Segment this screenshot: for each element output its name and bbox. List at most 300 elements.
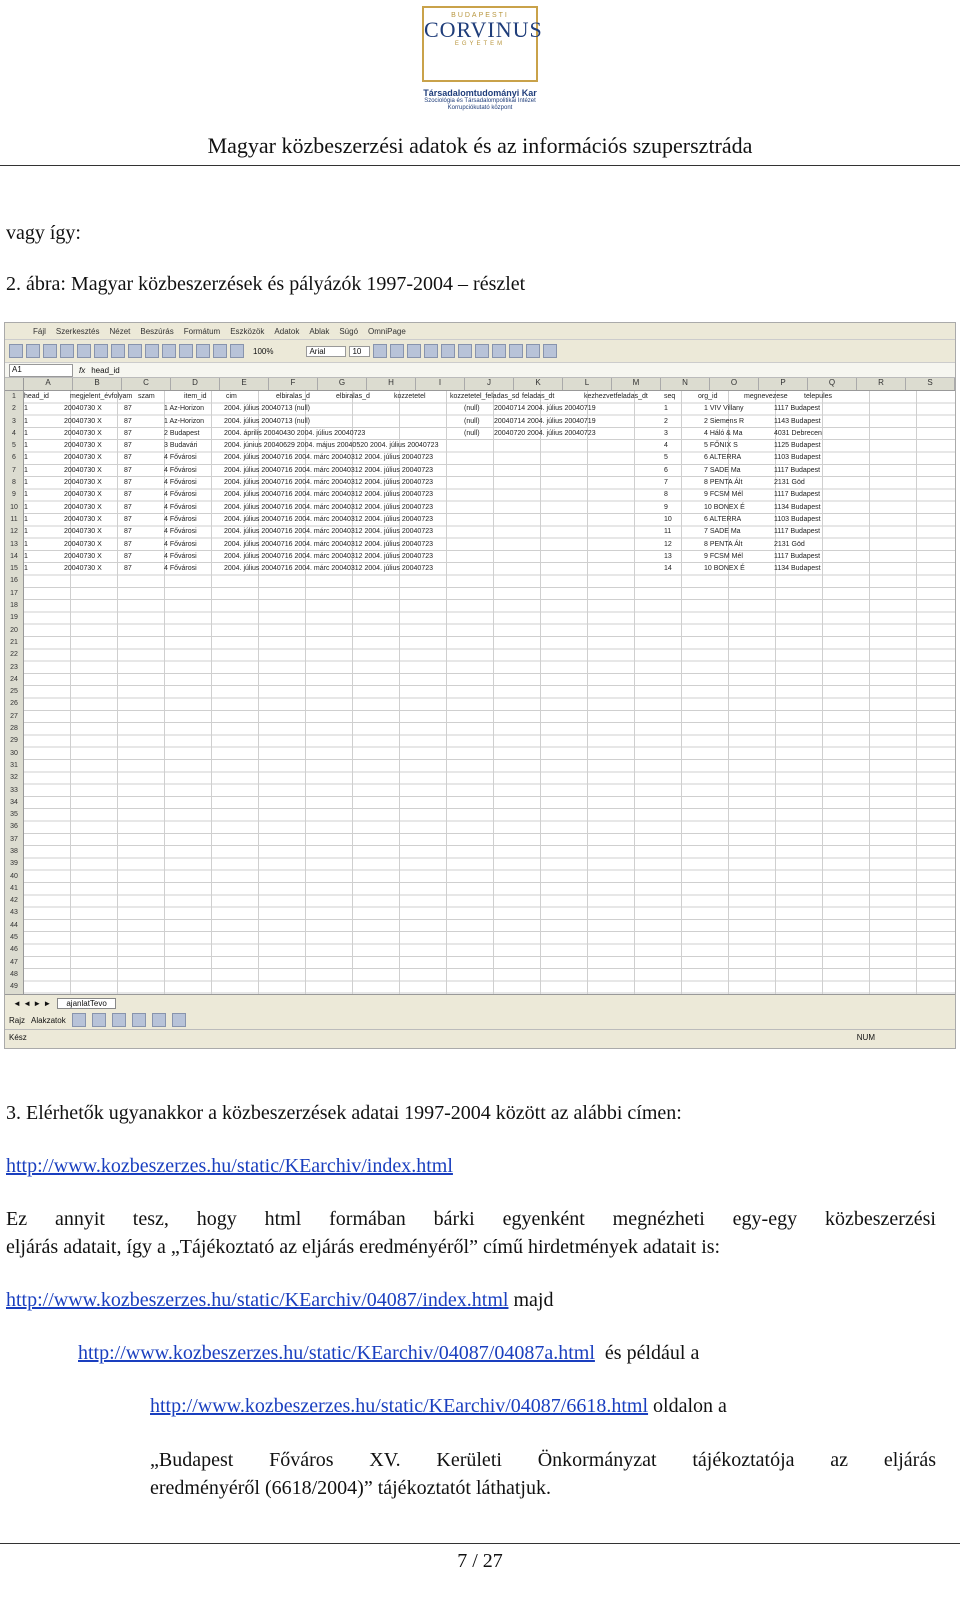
- cell[interactable]: 5 FŐNIX S: [704, 442, 738, 450]
- row-header[interactable]: 30: [10, 749, 18, 757]
- archive-04087-index-link[interactable]: http://www.kozbeszerzes.hu/static/KEarchiv/04087/index.html: [6, 1289, 509, 1311]
- textbox-tool-icon[interactable]: [152, 1013, 166, 1027]
- cell[interactable]: 6 ALTERRA: [704, 454, 742, 462]
- cell[interactable]: 4 Háló & Ma: [704, 429, 743, 437]
- cell[interactable]: 20040730 X: [64, 540, 102, 548]
- header-cell[interactable]: org_id: [698, 393, 718, 400]
- after-link4-text: oldalon a: [648, 1395, 727, 1417]
- sum-icon[interactable]: [196, 344, 210, 358]
- cell[interactable]: 2004. július 20040713 (null): [224, 417, 311, 425]
- cell[interactable]: 87: [124, 503, 132, 511]
- cell[interactable]: 1 VIV Villany: [704, 405, 744, 413]
- row-header[interactable]: 37: [10, 835, 18, 843]
- cell[interactable]: 1134 Budapest: [774, 565, 821, 573]
- name-box[interactable]: A1: [9, 364, 73, 377]
- row-header[interactable]: 19: [10, 614, 18, 622]
- menu-item[interactable]: OmniPage: [368, 326, 406, 336]
- cell[interactable]: 1117 Budapest: [774, 405, 821, 413]
- menu-item[interactable]: Eszközök: [230, 326, 265, 336]
- cell[interactable]: 1: [24, 503, 28, 511]
- cell[interactable]: 14: [664, 565, 672, 573]
- menu-item[interactable]: Adatok: [274, 326, 300, 336]
- row-header[interactable]: 3: [12, 417, 16, 425]
- table-row: [24, 514, 955, 526]
- cell[interactable]: 1: [24, 528, 28, 536]
- paragraph-line-2: eljárás adatait, így a „Tájékoztató az eljárás eredményéről” című hirdetmények adatait is:: [6, 1236, 721, 1258]
- row-header[interactable]: 31: [10, 761, 18, 769]
- paragraph-line-1: Ez annyit tesz, hogy html formában bárki egyenként megnézheti egy-egy közbeszerzési: [6, 1208, 936, 1230]
- table-row: [24, 452, 955, 464]
- row-header[interactable]: 47: [10, 958, 18, 966]
- cell[interactable]: 2 Siemens R: [704, 417, 745, 425]
- row-header[interactable]: 34: [10, 798, 18, 806]
- row-headers: [5, 391, 24, 994]
- wordart-tool-icon[interactable]: [172, 1013, 186, 1027]
- running-title: Magyar közbeszerzési adatok és az információs szupersztráda: [207, 133, 753, 158]
- cell[interactable]: 87: [124, 442, 132, 450]
- row-header[interactable]: 35: [10, 811, 18, 819]
- row-header[interactable]: 28: [10, 725, 18, 733]
- row-header[interactable]: 49: [10, 983, 18, 991]
- cell[interactable]: 12: [664, 540, 672, 548]
- column-header[interactable]: I: [416, 378, 465, 390]
- row-header[interactable]: 9: [12, 491, 16, 499]
- cell[interactable]: 5: [664, 454, 668, 462]
- cells-area[interactable]: [24, 391, 955, 994]
- cell[interactable]: 1: [24, 479, 28, 487]
- row-header[interactable]: 46: [10, 946, 18, 954]
- row-header[interactable]: 6: [12, 454, 16, 462]
- row-header[interactable]: 45: [10, 934, 18, 942]
- cell[interactable]: 1103 Budapest: [774, 454, 821, 462]
- menu-item[interactable]: Beszúrás: [140, 326, 174, 336]
- row-header[interactable]: 13: [10, 540, 18, 548]
- column-header[interactable]: P: [759, 378, 808, 390]
- cell[interactable]: 87: [124, 491, 132, 499]
- tab-nav-arrows-icon[interactable]: ◄ ◄ ► ►: [13, 998, 52, 1008]
- header-cell[interactable]: head_id: [24, 393, 49, 400]
- header-cell[interactable]: kozzetetel: [394, 393, 426, 400]
- row-header[interactable]: 1: [12, 393, 16, 400]
- cell[interactable]: 87: [124, 540, 132, 548]
- cell[interactable]: 6: [664, 466, 668, 474]
- cell[interactable]: 2004. július 20040716 2004. márc 20040312 2004. július 20040723: [224, 454, 434, 462]
- cell[interactable]: 87: [124, 466, 132, 474]
- corvinus-crest: [422, 6, 543, 82]
- table-row: [24, 428, 955, 440]
- autoshapes-menu[interactable]: Alakzatok: [31, 1015, 66, 1025]
- column-header[interactable]: A: [24, 378, 73, 390]
- save-icon[interactable]: [43, 344, 57, 358]
- cell[interactable]: 20040730 X: [64, 565, 102, 573]
- cell[interactable]: 1143 Budapest: [774, 417, 821, 425]
- menu-item[interactable]: Nézet: [109, 326, 131, 336]
- row-header[interactable]: 43: [10, 909, 18, 917]
- column-header[interactable]: C: [122, 378, 171, 390]
- align-right-icon[interactable]: [458, 344, 472, 358]
- header-cell[interactable]: szam: [138, 393, 155, 400]
- cell[interactable]: 1: [24, 429, 28, 437]
- table-row: [24, 502, 955, 514]
- print-icon[interactable]: [60, 344, 74, 358]
- cell[interactable]: 2004. július 20040716 2004. márc 20040312 2004. július 20040723: [224, 479, 434, 487]
- sheet-tab[interactable]: ajanlatTevo: [57, 998, 115, 1009]
- footer-divider: [0, 1543, 960, 1544]
- institute-subname: Korrupciókutató központ: [447, 105, 513, 111]
- header-cell[interactable]: seq: [664, 393, 676, 400]
- cell[interactable]: 1: [24, 405, 28, 413]
- cell[interactable]: (null): [464, 417, 480, 425]
- fx-icon: fx: [79, 365, 86, 375]
- cell[interactable]: 4 Fővárosi: [164, 454, 197, 462]
- cell[interactable]: 10 BONEX É: [704, 565, 745, 573]
- column-header[interactable]: M: [612, 378, 661, 390]
- cell[interactable]: 3 Budavári: [164, 442, 198, 450]
- row-header[interactable]: 44: [10, 921, 18, 929]
- table-row: [24, 440, 955, 452]
- row-header[interactable]: 38: [10, 847, 18, 855]
- cell[interactable]: 9 FCSM Mél: [704, 552, 743, 560]
- table-row: [24, 551, 955, 563]
- cell[interactable]: 20040730 X: [64, 552, 102, 560]
- column-header[interactable]: N: [661, 378, 710, 390]
- cell[interactable]: 1117 Budapest: [774, 528, 821, 536]
- cell[interactable]: 2: [664, 417, 668, 425]
- column-header[interactable]: K: [514, 378, 563, 390]
- line-tool-icon[interactable]: [72, 1013, 86, 1027]
- column-header[interactable]: F: [269, 378, 318, 390]
- cell[interactable]: 20040730 X: [64, 479, 102, 487]
- cell[interactable]: 8 PENTA Ált: [704, 479, 743, 487]
- header-cell[interactable]: elbiralas_d: [276, 393, 310, 400]
- cell[interactable]: 4031 Debrecen: [774, 429, 822, 437]
- cell[interactable]: 20040730 X: [64, 405, 102, 413]
- column-header[interactable]: R: [857, 378, 906, 390]
- archive-04087a-link[interactable]: http://www.kozbeszerzes.hu/static/KEarchiv/04087/04087a.html: [78, 1342, 595, 1364]
- cell[interactable]: 20040730 X: [64, 491, 102, 499]
- cell[interactable]: 2004. július 20040713 (null): [224, 405, 311, 413]
- row-header[interactable]: 10: [10, 503, 18, 511]
- chart-icon[interactable]: [230, 344, 244, 358]
- row-header[interactable]: 26: [10, 700, 18, 708]
- table-row: [24, 477, 955, 489]
- cell[interactable]: 2004. július 20040716 2004. márc 20040312 2004. július 20040723: [224, 552, 434, 560]
- cell[interactable]: 87: [124, 515, 132, 523]
- row-header[interactable]: 8: [12, 479, 16, 487]
- cell[interactable]: 4 Fővárosi: [164, 565, 197, 573]
- open-icon[interactable]: [26, 344, 40, 358]
- formula-bar: [5, 363, 955, 378]
- select-all-corner[interactable]: [5, 378, 24, 390]
- spreadsheet-screenshot: [4, 322, 956, 1049]
- align-left-icon[interactable]: [424, 344, 438, 358]
- menu-item[interactable]: Fájl: [33, 326, 46, 336]
- cell[interactable]: 87: [124, 429, 132, 437]
- header-cell[interactable]: kezhezvetfeladas_dt: [584, 393, 648, 400]
- cell[interactable]: 10 BONEX É: [704, 503, 745, 511]
- cell[interactable]: 87: [124, 405, 132, 413]
- cell[interactable]: 1134 Budapest: [774, 503, 821, 511]
- row-header[interactable]: 39: [10, 860, 18, 868]
- cell[interactable]: 1125 Budapest: [774, 442, 821, 450]
- logo-line3: EGYETEM: [454, 41, 506, 47]
- header-row: [24, 391, 955, 403]
- cell[interactable]: 1103 Budapest: [774, 515, 821, 523]
- sort-icon[interactable]: [213, 344, 227, 358]
- cell[interactable]: 1117 Budapest: [774, 466, 821, 474]
- cell[interactable]: 1: [24, 540, 28, 548]
- table-row: [24, 403, 955, 415]
- row-header[interactable]: 20: [10, 626, 18, 634]
- cell[interactable]: 13: [664, 552, 672, 560]
- cell[interactable]: 20040730 X: [64, 442, 102, 450]
- cell[interactable]: 1: [24, 442, 28, 450]
- row-header[interactable]: 22: [10, 651, 18, 659]
- header-cell[interactable]: feladas_dt: [522, 393, 555, 400]
- sheet-tabs-bar: [5, 994, 955, 1011]
- row-header[interactable]: 17: [10, 589, 18, 597]
- item-3-text: 3. Elérhetők ugyanakkor a közbeszerzések adatai 1997-2004 között az alábbi címen:: [6, 1102, 682, 1124]
- cell[interactable]: 1117 Budapest: [774, 552, 821, 560]
- cell[interactable]: 1117 Budapest: [774, 491, 821, 499]
- after-link3-text: és például a: [594, 1342, 700, 1364]
- row-header[interactable]: 29: [10, 737, 18, 745]
- cell[interactable]: 20040714 2004. július 20040719: [494, 405, 596, 413]
- column-header[interactable]: G: [318, 378, 367, 390]
- preview-icon[interactable]: [77, 344, 91, 358]
- align-center-icon[interactable]: [441, 344, 455, 358]
- cell[interactable]: 2131 Göd: [774, 540, 805, 548]
- draw-menu[interactable]: Rajz: [9, 1015, 26, 1025]
- cell[interactable]: 20040730 X: [64, 454, 102, 462]
- cell[interactable]: 8 PENTA Ált: [704, 540, 743, 548]
- table-row: [24, 489, 955, 501]
- cell[interactable]: 2 Budapest: [164, 429, 200, 437]
- cell[interactable]: 3: [664, 429, 668, 437]
- cell[interactable]: 4 Fővárosi: [164, 491, 197, 499]
- formula-content[interactable]: head_id: [91, 365, 120, 375]
- underline-icon[interactable]: [407, 344, 421, 358]
- cell[interactable]: 4 Fővárosi: [164, 515, 197, 523]
- header-divider: [0, 165, 960, 166]
- institute-name: Szociológia és Társadalompolitikai Intézet: [424, 98, 536, 104]
- arrow-tool-icon[interactable]: [92, 1013, 106, 1027]
- column-header[interactable]: B: [73, 378, 122, 390]
- intro-text: vagy így:: [6, 222, 81, 244]
- cell[interactable]: 87: [124, 417, 132, 425]
- logo-line1: BUDAPESTI: [451, 12, 509, 19]
- cell[interactable]: 1: [664, 405, 668, 413]
- menu-item[interactable]: Súgó: [339, 326, 359, 336]
- row-header[interactable]: 16: [10, 577, 18, 585]
- fill-color-icon[interactable]: [526, 344, 540, 358]
- column-header[interactable]: O: [710, 378, 759, 390]
- cell[interactable]: 2131 Göd: [774, 479, 805, 487]
- cell[interactable]: 20040714 2004. július 20040719: [494, 417, 596, 425]
- menu-item[interactable]: Szerkesztés: [55, 326, 100, 336]
- cell[interactable]: 87: [124, 479, 132, 487]
- status-ready: Kész: [9, 1032, 27, 1042]
- row-header[interactable]: 14: [10, 552, 18, 560]
- status-bar: [5, 1029, 955, 1044]
- drawing-toolbar: [5, 1011, 955, 1029]
- cell[interactable]: 4 Fővárosi: [164, 540, 197, 548]
- cell[interactable]: 2004. július 20040716 2004. márc 20040312 2004. július 20040723: [224, 565, 434, 573]
- row-header[interactable]: 36: [10, 823, 18, 831]
- logo-line2: CORVINUS: [424, 17, 543, 42]
- cell[interactable]: 4 Fővárosi: [164, 466, 197, 474]
- row-header[interactable]: 27: [10, 712, 18, 720]
- cell[interactable]: 7 SADE Ma: [704, 466, 741, 474]
- spell-icon[interactable]: [94, 344, 108, 358]
- row-header[interactable]: 33: [10, 786, 18, 794]
- cell[interactable]: 20040730 X: [64, 466, 102, 474]
- menu-bar: [5, 323, 955, 340]
- cell[interactable]: 1 Az-Horizon: [164, 405, 205, 413]
- cell[interactable]: 9 FCSM Mél: [704, 491, 743, 499]
- closing-line-2: eredményéről (6618/2004)” tájékoztatót láthatjuk.: [150, 1477, 551, 1499]
- cell[interactable]: 7 SADE Ma: [704, 528, 741, 536]
- oval-tool-icon[interactable]: [132, 1013, 146, 1027]
- cell[interactable]: 8: [664, 491, 668, 499]
- column-header[interactable]: Q: [808, 378, 857, 390]
- header-cell[interactable]: kozzetetel_feladas_sd: [450, 393, 520, 400]
- cell[interactable]: 4 Fővárosi: [164, 479, 197, 487]
- borders-icon[interactable]: [509, 344, 523, 358]
- row-header[interactable]: 18: [10, 602, 18, 610]
- cell[interactable]: 2004. július 20040716 2004. márc 20040312 2004. július 20040723: [224, 503, 434, 511]
- cell[interactable]: 6 ALTERRA: [704, 515, 742, 523]
- cell[interactable]: 11: [664, 528, 672, 536]
- table-row: [24, 526, 955, 538]
- cell[interactable]: 2004. július 20040716 2004. márc 20040312 2004. július 20040723: [224, 515, 434, 523]
- row-header[interactable]: 23: [10, 663, 18, 671]
- cell[interactable]: 2004. június 20040629 2004. május 20040520 2004. július 20040723: [224, 442, 439, 450]
- cell[interactable]: 87: [124, 565, 132, 573]
- row-header[interactable]: 48: [10, 970, 18, 978]
- italic-icon[interactable]: [390, 344, 404, 358]
- after-link2-text: majd: [508, 1289, 554, 1311]
- cut-icon[interactable]: [111, 344, 125, 358]
- row-header[interactable]: 25: [10, 688, 18, 696]
- cell[interactable]: 9: [664, 503, 668, 511]
- header-cell[interactable]: cim: [226, 393, 237, 400]
- cell[interactable]: 1: [24, 491, 28, 499]
- cell[interactable]: 20040730 X: [64, 515, 102, 523]
- cell-grid[interactable]: [5, 391, 955, 994]
- column-header[interactable]: D: [171, 378, 220, 390]
- header-cell[interactable]: telepules: [804, 393, 833, 400]
- cell[interactable]: 20040730 X: [64, 417, 102, 425]
- font-size-select[interactable]: 10: [349, 346, 370, 357]
- cell[interactable]: (null): [464, 429, 480, 437]
- row-header[interactable]: 7: [12, 466, 16, 474]
- font-color-icon[interactable]: [543, 344, 557, 358]
- archive-6618-link[interactable]: http://www.kozbeszerzes.hu/static/KEarchiv/04087/6618.html: [150, 1395, 649, 1417]
- new-icon[interactable]: [9, 344, 23, 358]
- paste-icon[interactable]: [145, 344, 159, 358]
- copy-icon[interactable]: [128, 344, 142, 358]
- percent-icon[interactable]: [492, 344, 506, 358]
- cell[interactable]: 1: [24, 552, 28, 560]
- menu-item[interactable]: Ablak: [309, 326, 330, 336]
- zoom-select[interactable]: 100%: [253, 346, 274, 356]
- header-cell[interactable]: megjelent_évfolyam: [70, 393, 133, 400]
- table-row: [24, 465, 955, 477]
- cell[interactable]: 10: [664, 515, 672, 523]
- cell[interactable]: 4 Fővárosi: [164, 552, 197, 560]
- font-name-select[interactable]: Arial: [306, 346, 346, 357]
- row-header[interactable]: 42: [10, 897, 18, 905]
- column-header[interactable]: S: [906, 378, 955, 390]
- row-header[interactable]: 11: [10, 515, 18, 523]
- row-header[interactable]: 5: [12, 442, 16, 450]
- header-cell[interactable]: item_id: [184, 393, 207, 400]
- cell[interactable]: 2004. július 20040716 2004. márc 20040312 2004. július 20040723: [224, 540, 434, 548]
- row-header[interactable]: 12: [10, 528, 18, 536]
- redo-icon[interactable]: [179, 344, 193, 358]
- row-header[interactable]: 4: [12, 429, 16, 437]
- undo-icon[interactable]: [162, 344, 176, 358]
- cell[interactable]: 20040730 X: [64, 528, 102, 536]
- cell[interactable]: 20040720 2004. július 20040723: [494, 429, 596, 437]
- header-cell[interactable]: megnevezese: [744, 393, 788, 400]
- column-header[interactable]: L: [563, 378, 612, 390]
- cell[interactable]: 4 Fővárosi: [164, 528, 197, 536]
- row-header[interactable]: 40: [10, 872, 18, 880]
- cell[interactable]: 2004. július 20040716 2004. márc 20040312 2004. július 20040723: [224, 466, 434, 474]
- cell[interactable]: 7: [664, 479, 668, 487]
- row-header[interactable]: 21: [10, 638, 18, 646]
- cell[interactable]: 1: [24, 417, 28, 425]
- cell[interactable]: 2004. július 20040716 2004. márc 20040312 2004. július 20040723: [224, 491, 434, 499]
- status-num: NUM: [856, 1032, 875, 1042]
- header-cell[interactable]: elbiralas_d: [336, 393, 370, 400]
- column-header[interactable]: J: [465, 378, 514, 390]
- cell[interactable]: 4: [664, 442, 668, 450]
- cell[interactable]: 1: [24, 515, 28, 523]
- row-header[interactable]: 15: [10, 565, 18, 573]
- cell[interactable]: 2004. július 20040716 2004. márc 20040312 2004. július 20040723: [224, 528, 434, 536]
- cell[interactable]: 1: [24, 565, 28, 573]
- menu-item[interactable]: Formátum: [183, 326, 221, 336]
- cell[interactable]: (null): [464, 405, 480, 413]
- column-header[interactable]: H: [367, 378, 416, 390]
- merge-icon[interactable]: [475, 344, 489, 358]
- toolbar: [5, 340, 955, 363]
- cell[interactable]: 20040730 X: [64, 503, 102, 511]
- column-header[interactable]: E: [220, 378, 269, 390]
- cell[interactable]: 1 Az-Horizon: [164, 417, 205, 425]
- cell[interactable]: 4 Fővárosi: [164, 503, 197, 511]
- cell[interactable]: 1: [24, 466, 28, 474]
- cell[interactable]: 2004. április 20040430 2004. július 20040723: [224, 429, 366, 437]
- cell[interactable]: 20040730 X: [64, 429, 102, 437]
- cell[interactable]: 87: [124, 454, 132, 462]
- page-number: 7 / 27: [457, 1550, 503, 1572]
- row-header[interactable]: 24: [10, 675, 18, 683]
- row-header[interactable]: 41: [10, 884, 18, 892]
- table-row: [24, 563, 955, 575]
- row-header[interactable]: 2: [12, 405, 16, 413]
- rect-tool-icon[interactable]: [112, 1013, 126, 1027]
- cell[interactable]: 87: [124, 528, 132, 536]
- bold-icon[interactable]: [373, 344, 387, 358]
- cell[interactable]: 87: [124, 552, 132, 560]
- cell[interactable]: 1: [24, 454, 28, 462]
- archive-index-link[interactable]: http://www.kozbeszerzes.hu/static/KEarchiv/index.html: [6, 1155, 453, 1177]
- row-header[interactable]: 32: [10, 774, 18, 782]
